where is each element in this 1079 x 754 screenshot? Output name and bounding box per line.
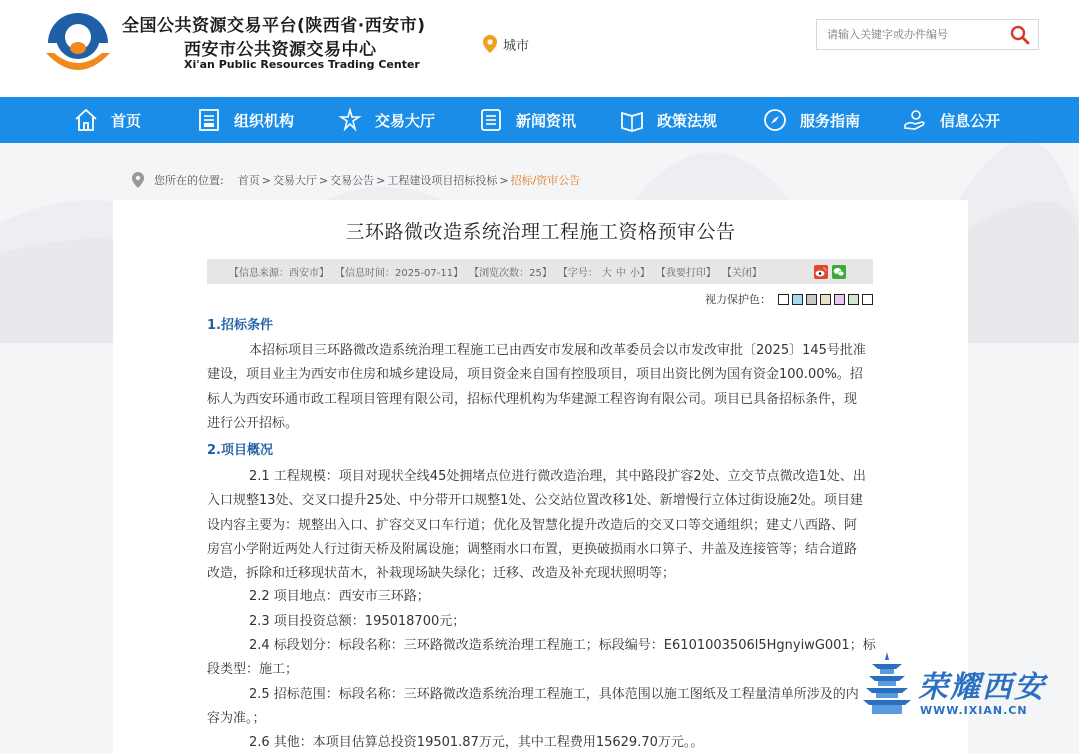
hall-icon <box>337 107 363 133</box>
font-size-large[interactable]: 大 <box>601 268 612 279</box>
article-info-bar <box>207 259 873 284</box>
home-icon <box>73 107 99 133</box>
article-content <box>113 200 968 754</box>
paragraph-line: 容为准。； <box>207 711 266 726</box>
site-title: 全国公共资源交易平台(陕西省·西安市) <box>122 16 426 36</box>
paragraph-line: 标人为西安环通市政工程项目管理有限公司，招标代理机构为华建源工程咨询有限公司。项目已具备招标条件，现 <box>207 392 858 407</box>
color-swatch-gray[interactable] <box>806 294 817 305</box>
close-button[interactable]: 【关闭】 <box>721 268 762 279</box>
paragraph-line: 设内容主要为：规整出入口、扩容交叉口车行道；优化及智慧化提升改造后的交叉口等交通组织；建丈八西路、阿 <box>207 518 858 533</box>
site-subtitle: 西安市公共资源交易中心 <box>184 40 377 60</box>
watermark-text: 荣耀西安 <box>918 670 1046 705</box>
nav-label: 交易大厅 <box>375 111 436 130</box>
city-label: 城市 <box>503 38 530 54</box>
breadcrumb-home[interactable]: 首页 <box>237 174 260 187</box>
project-investment: 2.3 项目投资总额：195018700元； <box>249 614 466 629</box>
paragraph-line: 2.1 工程规模：项目对现状全线45处拥堵点位进行微改造治理，其中路段扩容2处、立交节点微改造1处、出 <box>249 469 866 484</box>
site-logo[interactable] <box>40 7 116 79</box>
eye-protection-label: 视力保护色： <box>705 293 771 306</box>
nav-item-policy[interactable] <box>619 97 717 143</box>
nav-label: 服务指南 <box>800 111 861 130</box>
color-swatch-blue[interactable] <box>792 294 803 305</box>
breadcrumb: 您所在的位置: 首页 > 交易大厅 > 交易公告 > 工程建设项目招标投标 > 招标/资审公告 <box>132 171 580 189</box>
font-size-small[interactable]: 小】 <box>629 268 650 279</box>
location-pin-icon <box>132 172 144 188</box>
color-swatch-purple[interactable] <box>834 294 845 305</box>
watermark-url: WWW.IXIAN.CN <box>920 704 1028 717</box>
paragraph-line: 房宫小学附近两处人行过街天桥及附属设施；调整雨水口布置，更换破损雨水口箅子、井盖及连接管等；结合道路 <box>207 542 858 557</box>
search-input[interactable] <box>817 20 997 49</box>
eye-protection-colors <box>705 291 873 307</box>
paragraph-line: 进行公开招标。 <box>207 416 299 431</box>
org-icon <box>196 107 222 133</box>
paragraph-line: 2.5 招标范围：标段名称：三环路微改造系统治理工程施工，具体范围以施工图纸及工程量清单所涉及的内 <box>249 687 859 702</box>
share-icons <box>814 265 846 279</box>
nav-item-organization[interactable] <box>196 97 294 143</box>
paragraph-line: 建设，项目业主为西安市住房和城乡建设局，项目资金来自国有控股项目，项目出资比例为国有资金100.00%。招 <box>207 367 863 382</box>
weibo-share-icon[interactable] <box>814 265 828 279</box>
site-title-english: Xi'an Public Resources Trading Center <box>184 58 420 71</box>
print-button[interactable]: 【我要打印】 <box>655 268 716 279</box>
info-icon <box>902 107 928 133</box>
breadcrumb-current[interactable]: 招标/资审公告 <box>510 174 581 187</box>
nav-item-service-guide[interactable] <box>762 97 860 143</box>
info-views: 【浏览次数：25】 <box>469 268 552 279</box>
project-other: 2.6 其他：本项目估算总投资19501.87万元，其中工程费用15629.70万元。。 <box>249 735 704 750</box>
search-box <box>816 19 1039 50</box>
main-nav <box>0 97 1079 143</box>
nav-item-trading-hall[interactable] <box>337 97 435 143</box>
paragraph-line: 入口规整13处、交叉口提升25处、中分带开口规整1处、公交站位置改移1处、新增慢行立体过街设施2处。项目建 <box>207 493 863 508</box>
font-size-medium[interactable]: 中 <box>615 268 626 279</box>
policy-icon <box>619 107 645 133</box>
nav-item-news[interactable] <box>478 97 576 143</box>
project-location: 2.2 项目地点：西安市三环路； <box>249 589 430 604</box>
breadcrumb-announcements[interactable]: 交易公告 <box>330 174 375 187</box>
paragraph-line: 本招标项目三环路微改造系统治理工程施工已由西安市发展和改革委员会以市发改审批〔2025〕145号批准 <box>249 343 866 358</box>
color-swatch-beige[interactable] <box>820 294 831 305</box>
nav-item-home[interactable] <box>73 97 141 143</box>
wechat-share-icon[interactable] <box>832 265 846 279</box>
section-heading-project-overview: 2.项目概况 <box>207 443 273 458</box>
nav-label: 组织机构 <box>234 111 295 130</box>
location-pin-icon <box>483 35 497 53</box>
info-source: 【信息来源：西安市】 <box>229 268 329 279</box>
color-swatch-default[interactable] <box>862 294 873 305</box>
nav-label: 新闻资讯 <box>516 111 577 130</box>
breadcrumb-trading-hall[interactable]: 交易大厅 <box>272 174 317 187</box>
news-icon <box>478 107 504 133</box>
color-swatch-white[interactable] <box>778 294 789 305</box>
nav-label: 政策法规 <box>657 111 718 130</box>
breadcrumb-engineering-bidding[interactable]: 工程建设项目招标投标 <box>387 174 498 187</box>
paragraph-line: 改造，拆除和迁移现状苗木，补栽现场缺失绿化；迁移、改造及补充现状照明等； <box>207 566 676 581</box>
nav-label: 首页 <box>111 111 142 130</box>
search-icon[interactable] <box>1010 25 1030 45</box>
article-title: 三环路微改造系统治理工程施工资格预审公告 <box>345 221 736 243</box>
pagoda-watermark-icon <box>862 650 912 716</box>
paragraph-line: 2.4 标段划分：标段名称：三环路微改造系统治理工程施工；标段编号：E6101003506l5HgnyiwG001；标 <box>249 638 876 653</box>
paragraph-line: 段类型：施工； <box>207 662 299 677</box>
color-swatch-green[interactable] <box>848 294 859 305</box>
section-heading-bidding-conditions: 1.招标条件 <box>207 318 273 333</box>
breadcrumb-label: 您所在的位置: <box>154 174 224 187</box>
nav-label: 信息公开 <box>940 111 1001 130</box>
font-size-label: 【字号： <box>557 268 598 279</box>
nav-item-info-disclosure[interactable] <box>902 97 1000 143</box>
compass-icon <box>762 107 788 133</box>
city-selector[interactable] <box>483 34 529 54</box>
info-time: 【信息时间：2025-07-11】 <box>335 268 464 279</box>
site-header <box>0 0 1079 97</box>
